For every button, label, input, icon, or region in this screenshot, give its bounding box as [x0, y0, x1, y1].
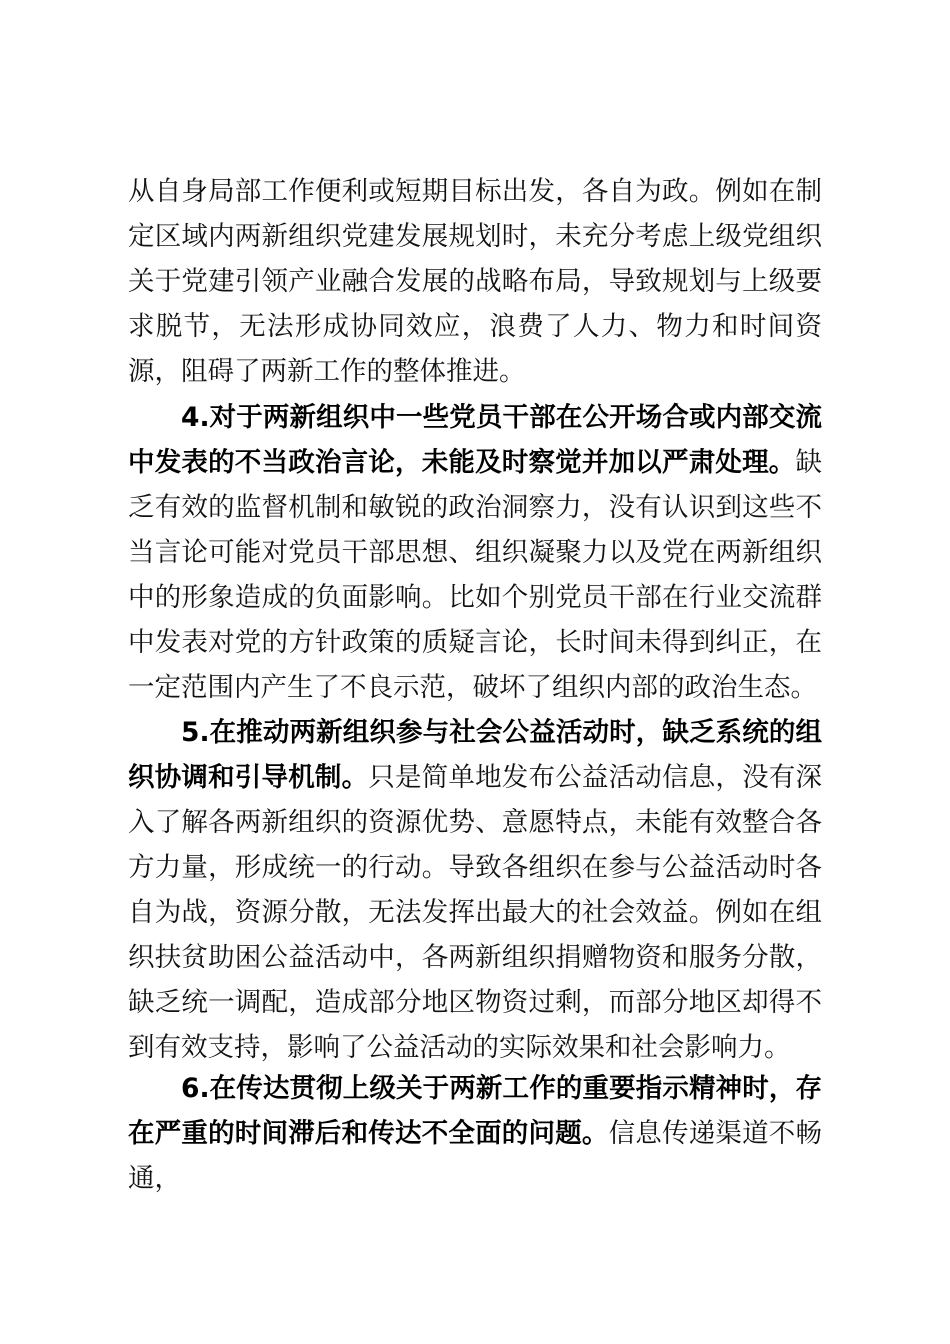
item-6-block	[128, 1066, 822, 1201]
item-5-block	[128, 710, 822, 1070]
item-4-block	[128, 395, 822, 710]
item-6-body: 信息传递渠道不畅通，	[128, 1118, 823, 1194]
item-6-paragraph	[128, 1066, 822, 1201]
item-5-lead: 5.在推动两新组织参与社会公益活动时，缺乏系统的组织协调和引导机制。	[128, 717, 822, 793]
item-4-paragraph	[128, 395, 822, 710]
item-4-lead: 4.对于两新组织中一些党员干部在公开场合或内部交流中发表的不当政治言论，未能及时察觉并加以严肃处理。	[128, 402, 822, 478]
item-5-body: 只是简单地发布公益活动信息，没有深入了解各两新组织的资源优势、意愿特点，未能有效整合各方力量，形成统一的行动。导致各组织在参与公益活动时各自为战，资源分散，无法发挥出最大的社会效益。例如在组织扶贫助困公益活动中，各两新组织捐赠物资和服务分散，缺乏统一调配，造成部分地区物资过剩，而部分地区却得不到有效支持，影响了公益活动的实际效果和社会影响力。	[128, 762, 823, 1063]
item-6-lead: 6.在传达贯彻上级关于两新工作的重要指示精神时，存在严重的时间滞后和传达不全面的问题。	[128, 1073, 822, 1149]
paragraph-continued-block	[128, 169, 822, 394]
item-5-paragraph	[128, 710, 822, 1070]
paragraph-continued: 从自身局部工作便利或短期目标出发，各自为政。例如在制定区域内两新组织党建发展规划时，未充分考虑上级党组织关于党建引领产业融合发展的战略布局，导致规划与上级要求脱节，无法形成协同效应，浪费了人力、物力和时间资源，阻碍了两新工作的整体推进。	[128, 176, 822, 387]
item-4-body: 缺乏有效的监督机制和敏锐的政治洞察力，没有认识到这些不当言论可能对党员干部思想、组织凝聚力以及党在两新组织中的形象造成的负面影响。比如个别党员干部在行业交流群中发表对党的方针政策的质疑言论，长时间未得到纠正，在一定范围内产生了不良示范，破坏了组织内部的政治生态。	[128, 447, 822, 703]
